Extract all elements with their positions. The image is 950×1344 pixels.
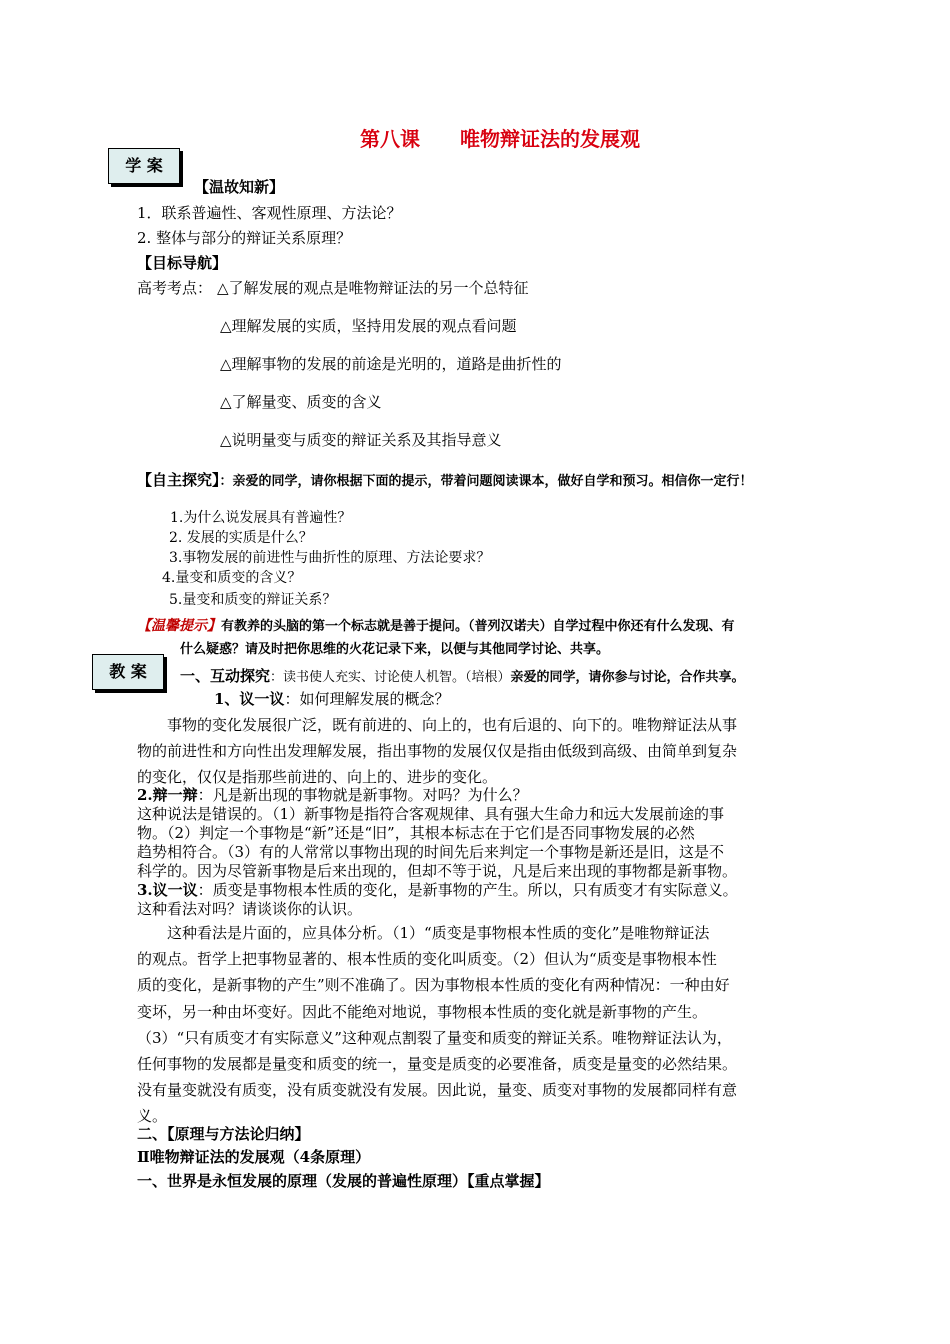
explore-question-4: 4.量变和质变的含义？ <box>162 570 302 586</box>
answer-1 <box>137 712 827 791</box>
answer-3-line: 质的变化，是新事物的产生”则不准确了。因为事物根本性质的变化有两种情况：一种由好 <box>137 976 730 995</box>
q3-line <box>137 881 827 900</box>
interact-heading: 一、互动探究 <box>180 667 271 685</box>
explore-question-2: 2. 发展的实质是什么？ <box>169 530 313 546</box>
answer-2-line: 科学的。因为尽管新事物是后来出现的，但却不等于说，凡是后来出现的事物都是新事物。 <box>137 862 738 880</box>
review-item-2: 2. 整体与部分的辩证关系原理？ <box>137 229 352 247</box>
goals-lead: 高考考点： <box>137 279 213 297</box>
answer-1-line: 物的前进性和方向性出发理解发展，指出事物的发展仅仅是指由低级到高级、由简单到复杂 <box>137 742 738 761</box>
q1-line <box>214 688 449 709</box>
interact-quote: ：读书使人充实、讨论使人机智。（培根） <box>270 670 511 685</box>
explore-heading: 【自主探究】 <box>137 471 220 489</box>
answer-2-line: 趋势相符合。（3）有的人常常以事物出现的时间先后来判定一个事物是新还是旧，这是不 <box>137 843 725 861</box>
goal-item-4: △了解量变、质变的含义 <box>220 393 382 411</box>
tip-line-2: 什么疑惑？请及时把你思维的火花记录下来，以便与其他同学讨论、共享。 <box>180 642 610 657</box>
answer-2-line: 这种说法是错误的。（1）新事物是指符合客观规律、具有强大生命力和远大发展前途的事 <box>137 805 725 823</box>
tip-text-1: 有教养的头脑的第一个标志就是善于提问。（普列汉诺夫）自学过程中你还有什么发现、有 <box>221 619 735 634</box>
explore-line <box>137 469 753 490</box>
summary-point-1: 一、世界是永恒发展的原理（发展的普遍性原理）【重点掌握】 <box>137 1172 550 1190</box>
q3-line-2: 这种看法对吗？请谈谈你的认识。 <box>137 900 363 918</box>
answer-3-line: 任何事物的发展都是量变和质变的统一，量变是质变的必要准备，质变是量变的必然结果。 <box>137 1055 738 1074</box>
q3-text: ：质变是事物根本性质的变化，是新事物的产生。所以，只有质变才有实际意义。 <box>197 881 738 899</box>
jiaoan-label-box: 教 案 <box>92 654 164 690</box>
page-title: 第八课 唯物辩证法的发展观 <box>360 127 640 151</box>
summary-subheading: Ⅱ唯物辩证法的发展观（4条原理） <box>137 1148 371 1166</box>
tip-heading: 【温馨提示】 <box>137 618 221 634</box>
answer-3-line: 义。 <box>137 1107 168 1126</box>
q1-label: 1、议一议 <box>214 690 285 708</box>
explore-text: ：亲爱的同学，请你根据下面的提示，带着问题阅读课本，做好自学和预习。相信你一定行！ <box>219 474 753 489</box>
review-item-1: 1．联系普遍性、客观性原理、方法论？ <box>137 204 402 222</box>
q1-text: ：如何理解发展的概念？ <box>284 690 450 708</box>
answer-1-line: 的变化，仅仅是指那些前进的、向上的、进步的变化。 <box>137 768 498 787</box>
answer-3-line: 这种看法是片面的，应具体分析。（1）“质变是事物根本性质的变化”是唯物辩证法 <box>167 924 710 942</box>
summary-heading: 二、【原理与方法论归纳】 <box>137 1125 310 1143</box>
goals-heading: 【目标导航】 <box>137 254 228 272</box>
answer-3-line: 的观点。哲学上把事物显著的、根本性质的变化叫质变。（2）但认为“质变是事物根本性 <box>137 950 717 969</box>
explore-question-3: 3.事物发展的前进性与曲折性的原理、方法论要求？ <box>169 550 491 566</box>
tip-line-1 <box>137 615 735 635</box>
goal-item-3: △理解事物的发展的前途是光明的，道路是曲折性的 <box>220 355 562 373</box>
explore-question-5: 5.量变和质变的辩证关系？ <box>169 592 337 608</box>
answer-3 <box>137 920 827 1130</box>
goal-item-5: △说明量变与质变的辩证关系及其指导意义 <box>220 431 502 449</box>
explore-question-1: 1.为什么说发展具有普遍性？ <box>170 510 352 526</box>
q2-line <box>137 786 827 805</box>
answer-3-line: 没有量变就没有质变，没有质变就没有发展。因此说，量变、质变对事物的发展都同样有意 <box>137 1081 738 1100</box>
answer-3-line: 变坏，另一种由坏变好。因此不能绝对地说，事物根本性质的变化就是新事物的产生。 <box>137 1002 708 1021</box>
q3-label: 3.议一议 <box>137 881 198 899</box>
review-heading: 【温故知新】 <box>194 178 285 196</box>
interact-line <box>180 665 745 686</box>
goal-item-2: △理解发展的实质，坚持用发展的观点看问题 <box>220 317 517 335</box>
answer-3-line: （3）“只有质变才有实际意义”这种观点割裂了量变和质变的辩证关系。唯物辩证法认为， <box>137 1028 732 1047</box>
goal-item-1: △了解发展的观点是唯物辩证法的另一个总特征 <box>217 279 529 297</box>
answer-1-line: 事物的变化发展很广泛，既有前进的、向上的，也有后退的、向下的。唯物辩证法从事 <box>167 716 738 734</box>
q2-text: ：凡是新出现的事物就是新事物。对吗？为什么？ <box>197 786 528 804</box>
interact-invite: 亲爱的同学，请你参与讨论，合作共享。 <box>510 670 745 685</box>
section-q2-q3 <box>137 786 827 919</box>
q2-label: 2.辩一辩 <box>137 786 198 804</box>
answer-2-line: 物。（2）判定一个事物是“新”还是“旧”，其根本标志在于它们是否同事物发展的必然 <box>137 824 695 842</box>
xuean-label-box: 学 案 <box>108 148 180 184</box>
